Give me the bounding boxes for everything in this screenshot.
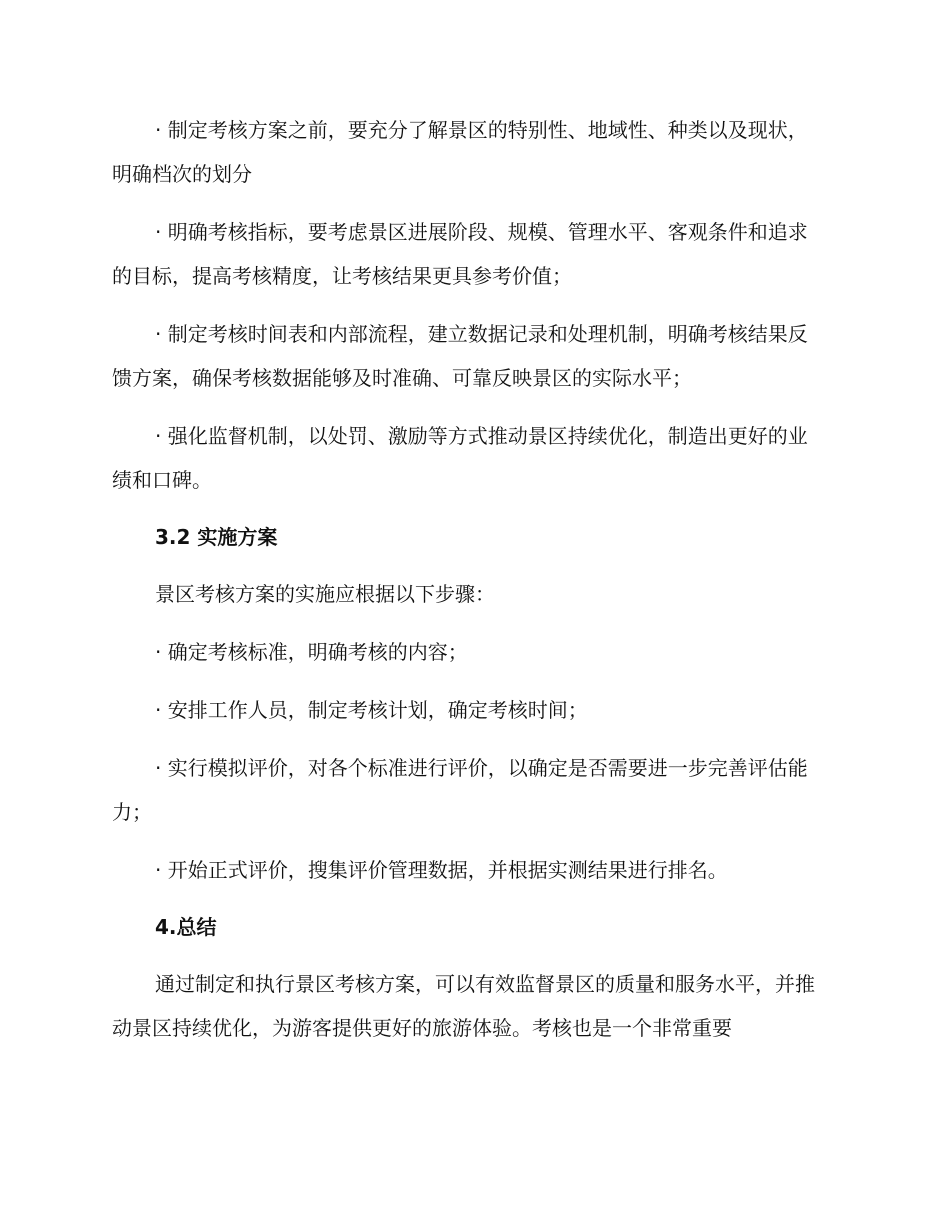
step-item: · 确定考核标准，明确考核的内容； bbox=[155, 640, 468, 664]
step-item: · 安排工作人员，制定考核计划，确定考核时间； bbox=[155, 698, 588, 722]
section-heading: 4.总结 bbox=[155, 915, 217, 939]
bullet-paragraph: · 制定考核时间表和内部流程，建立数据记录和处理机制，明确考核结果反馈方案，确保考核数据能够及时准确、可靠反映景区的实际水平； bbox=[112, 322, 808, 390]
bullet-paragraph: · 强化监督机制，以处罚、激励等方式推动景区持续优化，制造出更好的业绩和口碑。 bbox=[112, 424, 808, 492]
bullet-paragraph: · 制定考核方案之前，要充分了解景区的特别性、地域性、种类以及现状，明确档次的划分 bbox=[112, 118, 808, 186]
section-intro: 景区考核方案的实施应根据以下步骤： bbox=[155, 582, 495, 606]
step-item: · 实行模拟评价，对各个标准进行评价，以确定是否需要进一步完善评估能力； bbox=[112, 756, 808, 824]
summary-paragraph: 通过制定和执行景区考核方案，可以有效监督景区的质量和服务水平，并推动景区持续优化，为游客提供更好的旅游体验。考核也是一个非常重要 bbox=[112, 972, 815, 1040]
section-heading: 3.2 实施方案 bbox=[155, 525, 278, 549]
step-item: · 开始正式评价，搜集评价管理数据，并根据实测结果进行排名。 bbox=[155, 858, 728, 882]
bullet-paragraph: · 明确考核指标，要考虑景区进展阶段、规模、管理水平、客观条件和追求的目标，提高考核精度，让考核结果更具参考价值； bbox=[112, 220, 808, 288]
